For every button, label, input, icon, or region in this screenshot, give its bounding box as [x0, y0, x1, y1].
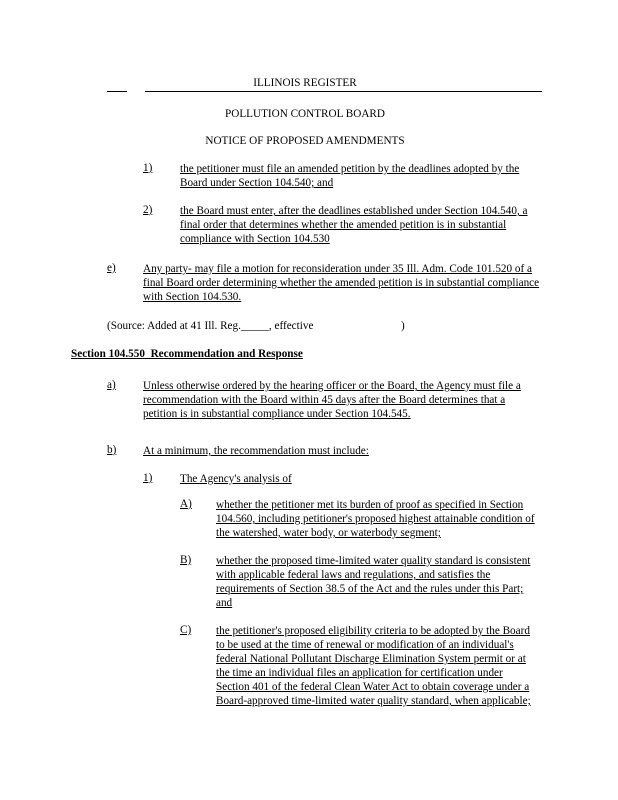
item-1-text: the petitioner must file an amended petition by the deadlines adopted by the Board under Section 104.540; and: [180, 163, 520, 189]
section-title: Recommendation and Response: [150, 348, 303, 360]
source-prefix: (Source: Added at 41 Ill. Reg.: [107, 320, 241, 332]
source-line: [107, 320, 313, 332]
header-left-rule: [107, 91, 127, 92]
header-right-rule: [145, 91, 542, 92]
para-a-label: a): [107, 379, 116, 391]
notice-title: NOTICE OF PROPOSED AMENDMENTS: [205, 135, 405, 147]
item-1-label: 1): [143, 162, 153, 174]
item-e-text: Any party- may file a motion for reconsideration under 35 Ill. Adm. Code 101.520 of a final Board order determining whether the amended petition is in substantial compliance with Section 104.530.: [143, 263, 540, 303]
para-b-text: At a minimum, the recommendation must include:: [143, 445, 369, 457]
agency-name: POLLUTION CONTROL BOARD: [225, 108, 385, 120]
para-C-label: C): [180, 624, 192, 636]
para-B-label: B): [180, 554, 192, 566]
source-effective: , effective: [268, 320, 314, 332]
para-A-text: whether the petitioner met its burden of proof as specified in Section 104.560, including petitioner's proposed highest attainable condition of the watershed, water body, or waterbody segment;: [216, 499, 535, 539]
item-2-label: 2): [143, 204, 153, 216]
para-C-text: the petitioner's proposed eligibility criteria to be adopted by the Board to be used at the time of renewal or modification of an individual's federal National Pollutant Discharge Elimination System permit or at the time an individual files an application for certification under Section 401 of the federal Clean Water Act to obtain coverage under a Board-approved time-limited water quality standard, when applicable;: [216, 625, 531, 707]
item-e-label: e): [107, 262, 116, 274]
para-b1-text: The Agency's analysis of: [180, 473, 292, 485]
para-b1-label: 1): [143, 472, 153, 484]
register-title: ILLINOIS REGISTER: [253, 77, 357, 89]
source-blank: _____: [240, 320, 269, 332]
para-B-text: whether the proposed time-limited water quality standard is consistent with applicable federal laws and regulations, and satisfies the requirements of Section 38.5 of the Act and the rules under this Part; and: [216, 555, 531, 609]
section-heading: [71, 348, 303, 360]
section-number: Section 104.550: [71, 348, 145, 360]
para-a-text: Unless otherwise ordered by the hearing officer or the Board, the Agency must file a recommendation with the Board within 45 days after the Board determines that a petition is in substantial compliance under Section 104.545.: [143, 380, 521, 420]
para-A-label: A): [180, 498, 192, 510]
para-b-label: b): [107, 444, 117, 456]
source-close-paren: ): [401, 320, 405, 332]
item-2-text: the Board must enter, after the deadlines established under Section 104.540, a final order that determines whether the amended petition is in substantial compliance with Section 104.530: [180, 205, 528, 245]
